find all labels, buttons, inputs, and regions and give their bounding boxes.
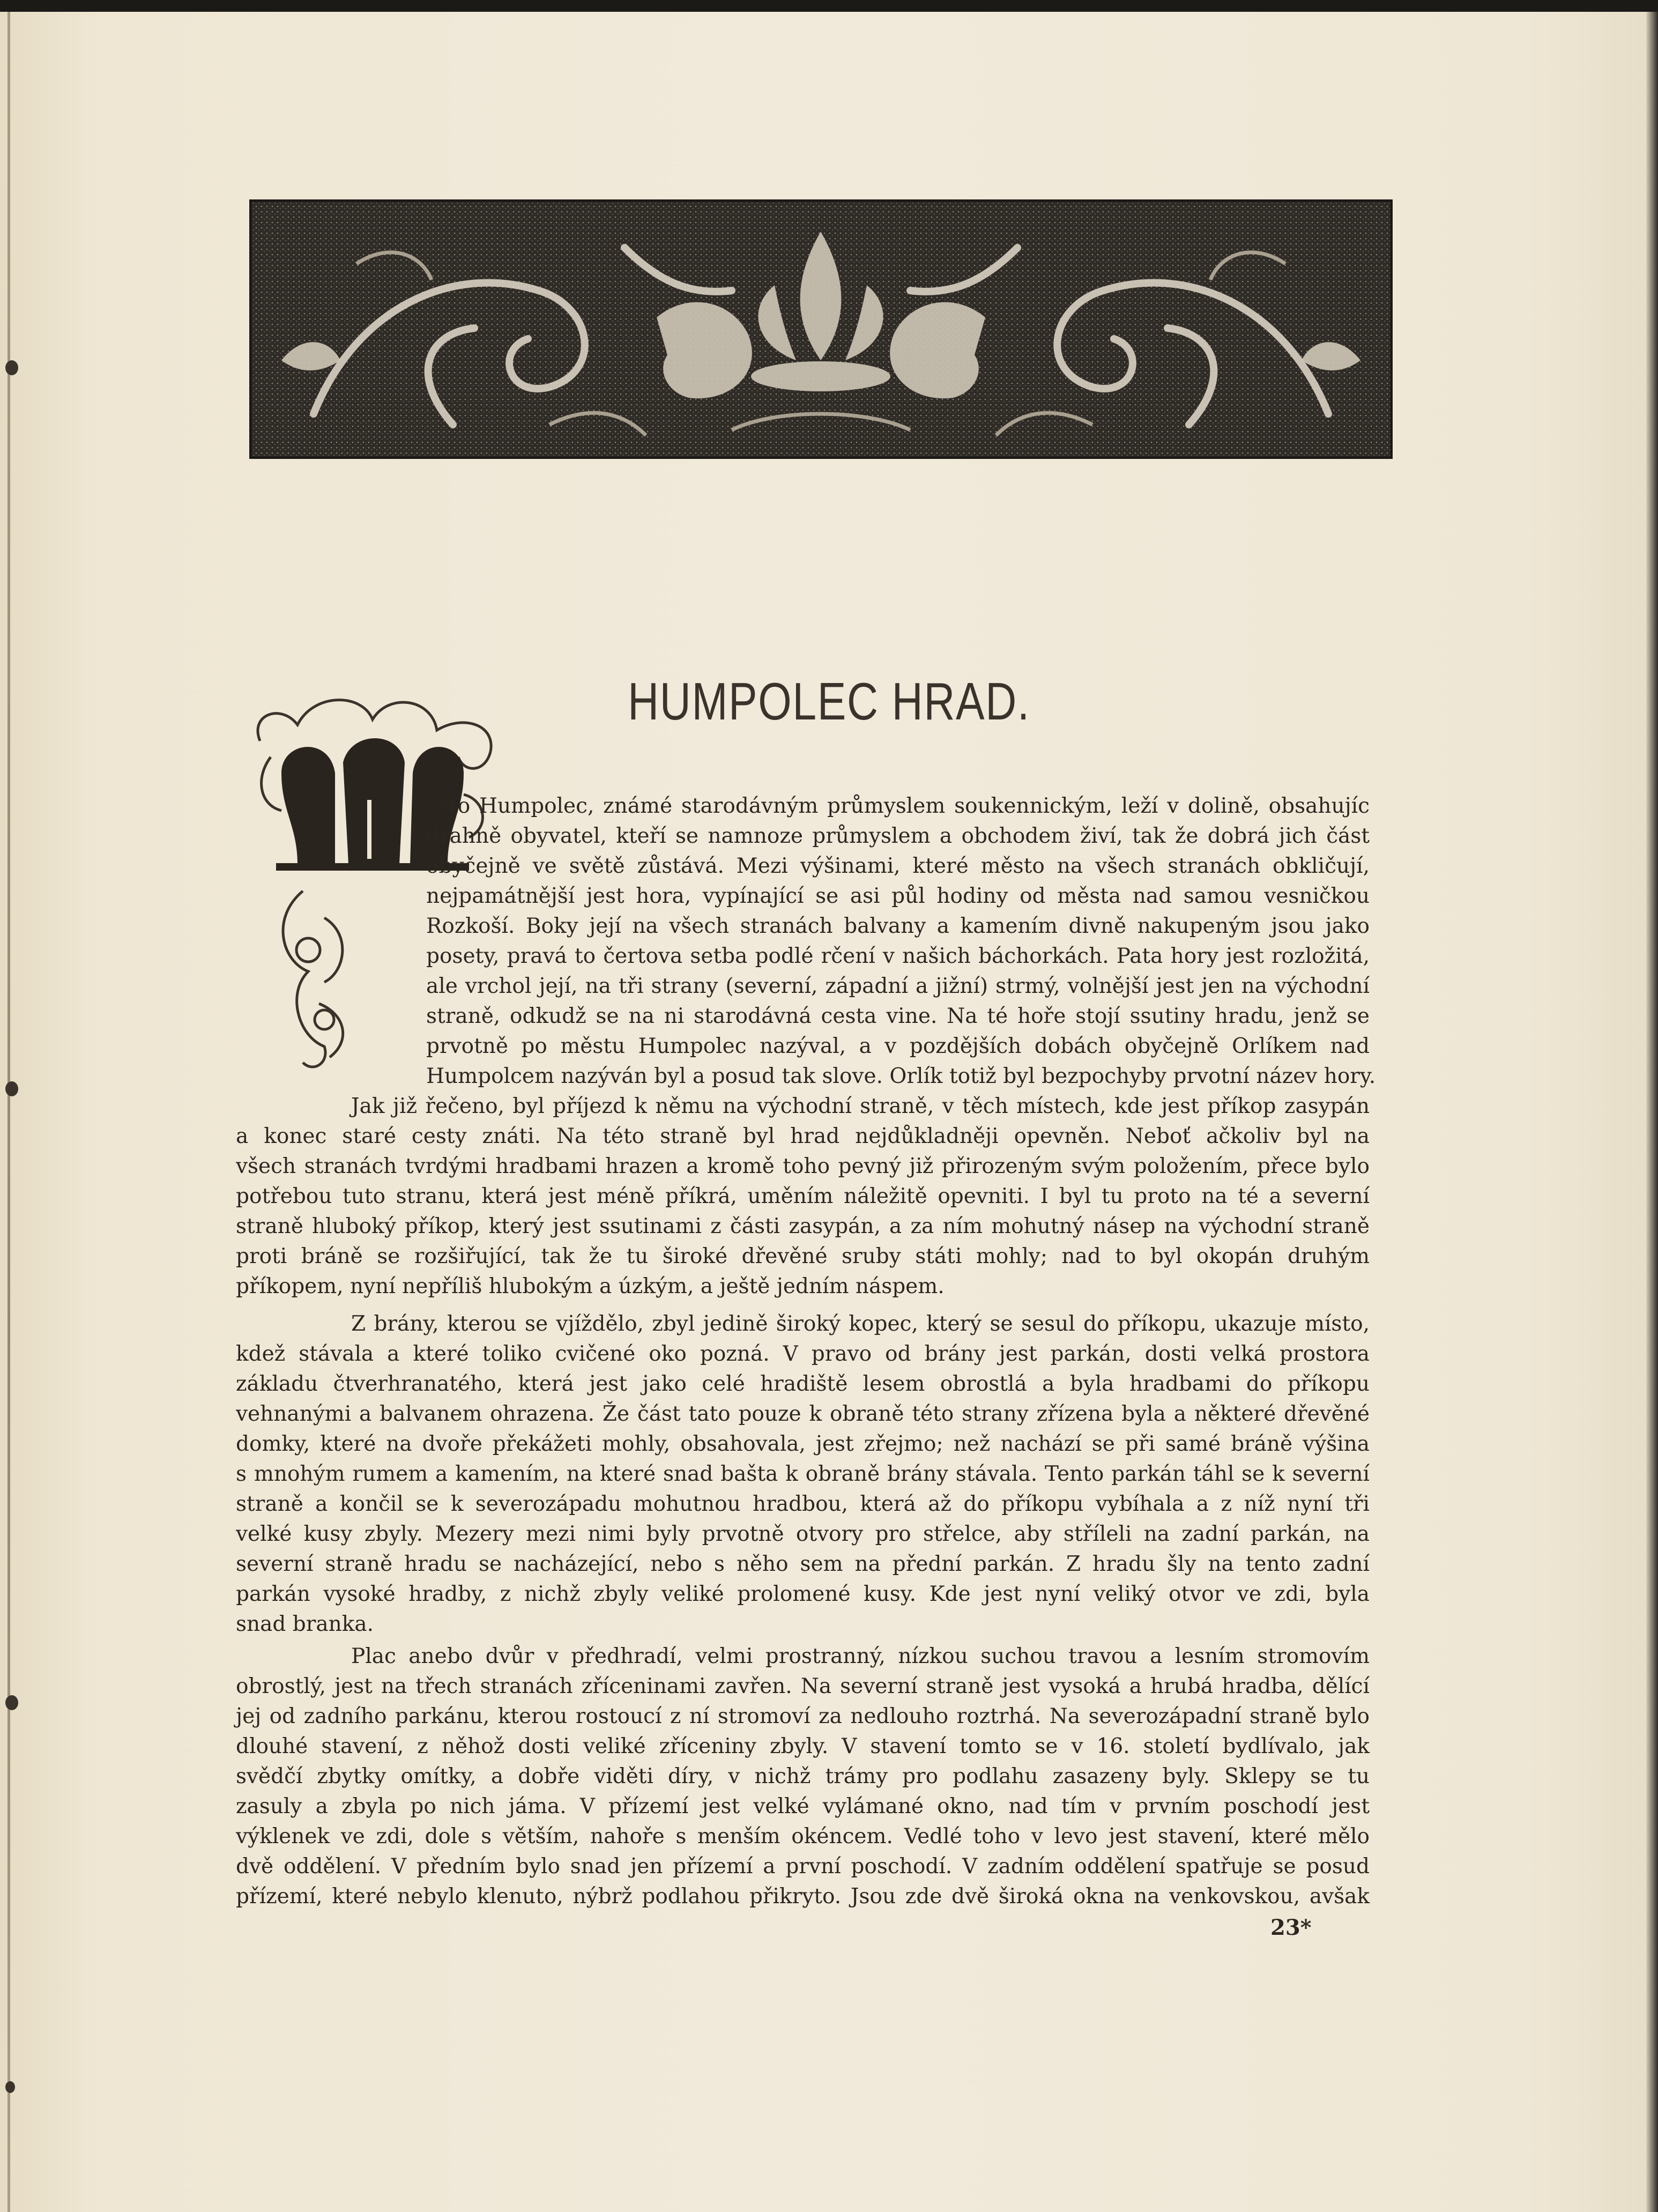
text-line: domky, které na dvoře překážeti mohly, obsahovala, jest zřejmo; než nachází se při samé bráně výšina <box>236 1432 1370 1456</box>
text-line: straně hluboký příkop, který jest ssutinami z části zasypán, a za ním mohutný násep na východní straně <box>236 1214 1370 1238</box>
text-line: přízemí, které nebylo klenuto, nýbrž podlahou přikryto. Jsou zde dvě široká okna na venkovskou, avšak <box>236 1884 1370 1909</box>
text-line: výklenek ve zdi, dole s větším, nahoře s menším okéncem. Vedlé toho v levo jest stavení, které mělo <box>236 1824 1370 1849</box>
text-line: dvě oddělení. V předním bylo snad jen přízemí a první poschodí. V zadním oddělení spatřuje se posud <box>236 1854 1370 1879</box>
text-line: jej od zadního parkánu, kterou rostoucí z ní stromoví za nedlouho roztrhá. Na severozápadní straně bylo <box>236 1704 1370 1728</box>
text-line: drahně obyvatel, kteří se namnoze průmyslem a obchodem živí, tak že dobrá jich část <box>426 824 1370 848</box>
body-text <box>0 12 1658 2212</box>
text-line: velké kusy zbyly. Mezery mezi nimi byly prvotně otvory pro střelce, aby stříleli na zadní parkán, na <box>236 1522 1370 1546</box>
page-number: 23* <box>1270 1915 1312 1940</box>
text-line: snad branka. <box>236 1612 374 1636</box>
text-line: straně a končil se k severozápadu mohutnou hradbou, která až do příkopu vybíhala a z níž nyní tři <box>236 1492 1370 1516</box>
text-line: Rozkoší. Boky její na všech stranách balvany a kamením divně nakupeným jsou jako <box>426 914 1370 938</box>
text-line: všech stranách tvrdými hradbami hrazen a kromě toho pevný již přirozeným svým položením, přece bylo <box>236 1154 1370 1178</box>
text-line: ale vrchol její, na tři strany (severní, západní a jižní) strmý, volnější jest jen na východní <box>426 974 1370 998</box>
text-line: Plac anebo dvůr v předhradí, velmi prostranný, nízkou suchou travou a lesním stromovím <box>351 1644 1370 1668</box>
book-page <box>0 12 1658 2212</box>
text-line: nejpamátnější jest hora, vypínající se asi půl hodiny od města nad samou vesničkou <box>426 884 1370 908</box>
text-line: a konec staré cesty znáti. Na této straně byl hrad nejdůkladněji opevněn. Neboť ačkoliv byl na <box>236 1124 1370 1148</box>
text-line: Humpolcem nazýván byl a posud tak slove. Orlík totiž byl bezpochyby prvotní název hory. <box>426 1064 1376 1088</box>
text-line: ěsto Humpolec, známé starodávným průmyslem soukennickým, leží v dolině, obsahujíc <box>426 794 1370 818</box>
text-line: obrostlý, jest na třech stranách zříceninami zavřen. Na severní straně jest vysoká a hrubá hradba, dělící <box>236 1674 1370 1698</box>
text-line: prvotně po městu Humpolec nazýval, a v pozdějších dobách obyčejně Orlíkem nad <box>426 1034 1370 1058</box>
text-line: základu čtverhranatého, která jest jako celé hradiště lesem obrostlá a byla hradbami do příkopu <box>236 1372 1370 1396</box>
text-line: proti bráně se rozšiřující, tak že tu široké dřevěné sruby státi mohly; nad to byl okopán druhým <box>236 1244 1370 1268</box>
text-line: Jak již řečeno, byl příjezd k němu na východní straně, v těch místech, kde jest příkop zasypán <box>351 1094 1370 1118</box>
text-line: straně, odkudž se na ni starodávná cesta vine. Na té hoře stojí ssutiny hradu, jenž se <box>426 1004 1370 1028</box>
text-line: příkopem, nyní nepříliš hlubokým a úzkým, a ještě jedním náspem. <box>236 1274 945 1298</box>
text-line: parkán vysoké hradby, z nichž zbyly veliké prolomené kusy. Kde jest nyní veliký otvor ve zdi, byla <box>236 1582 1370 1606</box>
text-line: zasuly a zbyla po nich jáma. V přízemí jest velké vylámané okno, nad tím v prvním poschodí jest <box>236 1794 1370 1818</box>
text-line: severní straně hradu se nacházející, nebo s něho sem na přední parkán. Z hradu šly na tento zadní <box>236 1552 1370 1576</box>
text-line: vehnanými a balvanem ohrazena. Že část tato pouze k obraně této strany zřízena byla a některé dřevěné <box>236 1402 1370 1426</box>
text-line: potřebou tuto stranu, která jest méně příkrá, uměním náležitě opevniti. I byl tu proto na té a severní <box>236 1184 1370 1208</box>
text-line: posety, pravá to čertova setba podlé rčení v našich báchorkách. Pata hory jest rozložitá, <box>426 944 1370 968</box>
text-line: kdež stávala a které toliko cvičené oko pozná. V pravo od brány jest parkán, dosti velká prostora <box>236 1342 1370 1366</box>
text-line: s mnohým rumem a kamením, na které snad bašta k obraně brány stávala. Tento parkán táhl se k severní <box>236 1462 1370 1486</box>
text-line: svědčí zbytky omítky, a dobře viděti díry, v nichž trámy pro podlahu zasazeny byly. Sklepy se tu <box>236 1764 1370 1788</box>
text-line: dlouhé stavení, z něhož dosti veliké zříceniny zbyly. V stavení tomto se v 16. století bydlívalo, jak <box>236 1734 1370 1758</box>
text-line: Z brány, kterou se vjíždělo, zbyl jedině široký kopec, který se sesul do příkopu, ukazuje místo, <box>351 1312 1370 1336</box>
text-line: obyčejně ve světě zůstává. Mezi výšinami, které město na všech stranách obkličují, <box>426 854 1370 878</box>
page-title: HUMPOLEC HRAD. <box>628 672 1030 731</box>
